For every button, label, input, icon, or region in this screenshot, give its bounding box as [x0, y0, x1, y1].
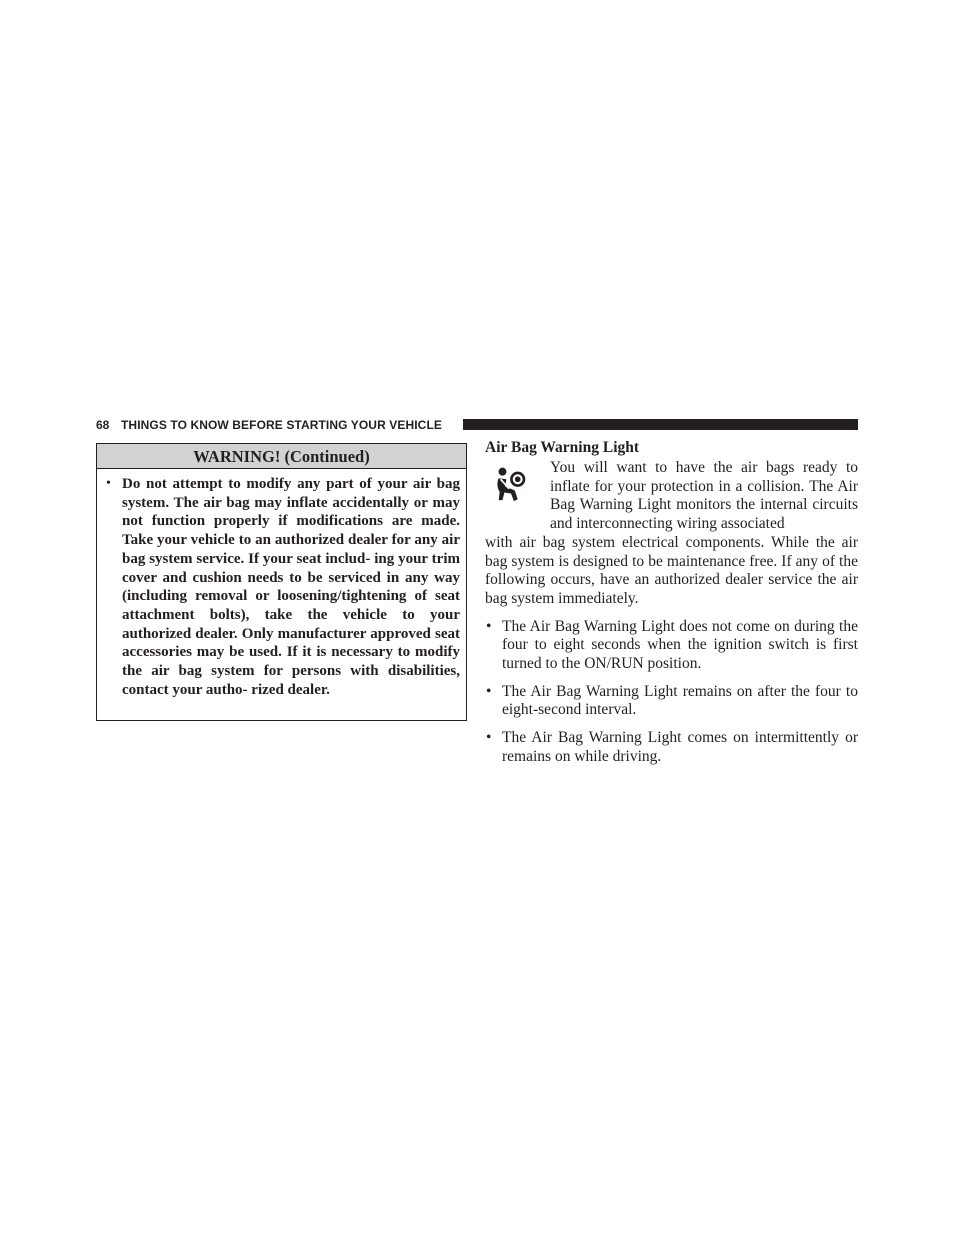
- list-item: [485, 683, 858, 720]
- section-title: THINGS TO KNOW BEFORE STARTING YOUR VEHICLE: [121, 418, 442, 432]
- list-item: [485, 729, 858, 766]
- warning-body: [97, 469, 466, 699]
- page-header: [96, 416, 858, 434]
- warning-bullet: •: [106, 476, 111, 491]
- intro-text-full: with air bag system electrical components. While the air bag system is designed to be maintenance free. If any of the following occurs, have an authorized dealer service the air bag system immediately.: [485, 533, 858, 607]
- list-item: [485, 618, 858, 674]
- intro-text-wrapped: You will want to have the air bags ready to inflate for your protection in a collision. The Air Bag Warning Light monitors the internal circuits and interconnecting wiring associated: [550, 459, 858, 533]
- list-item-text: The Air Bag Warning Light comes on intermittently or remains on while driving.: [502, 729, 858, 765]
- section-heading: Air Bag Warning Light: [485, 439, 640, 456]
- bullet-icon: •: [486, 729, 492, 747]
- list-item-text: The Air Bag Warning Light does not come on during the four to eight seconds when the ignition switch is first turned to the ON/RUN position.: [502, 617, 858, 673]
- page-number: 68: [96, 418, 110, 432]
- header-rule-bar: [463, 419, 858, 430]
- bullet-icon: •: [486, 682, 492, 700]
- intro-paragraph: [485, 459, 858, 609]
- warning-box: [96, 443, 467, 721]
- bullet-icon: •: [486, 617, 492, 635]
- condition-list: [485, 618, 858, 767]
- warning-title: WARNING! (Continued): [97, 444, 466, 469]
- airbag-warning-section: [485, 439, 858, 776]
- airbag-warning-icon: [493, 465, 531, 503]
- warning-text: Do not attempt to modify any part of your air bag system. The air bag may inflate accidentally or may not function properly if modifications are made. Take your vehicle to an authorized dealer for any air bag system service. If your seat includ- ing your trim cover and cushion needs to be serviced in any way (including removal or loosening/tightening of seat attachment bolts), take the vehicle to your authorized dealer. Only manufacturer approved seat accessories may be used. If it is necessary to modify the air bag system for persons with disabilities, contact your autho- rized dealer.: [122, 476, 460, 698]
- list-item-text: The Air Bag Warning Light remains on after the four to eight-second interval.: [502, 682, 858, 719]
